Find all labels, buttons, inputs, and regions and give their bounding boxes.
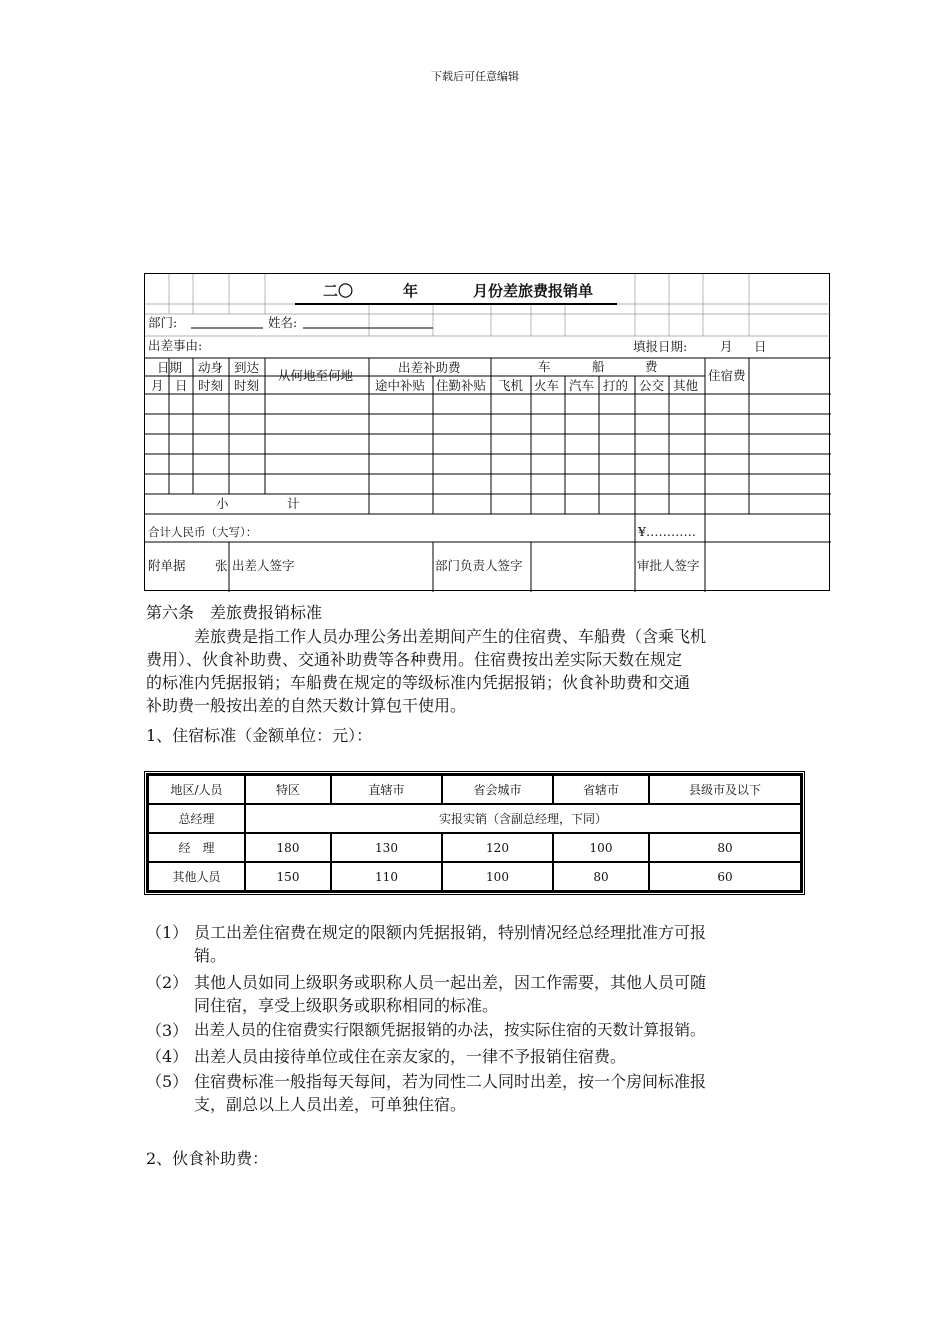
attach-unit: 张 bbox=[215, 558, 228, 573]
table-header-row bbox=[148, 775, 801, 804]
header-cell: 省会城市 bbox=[442, 775, 553, 804]
rule-5-num: （5） bbox=[146, 1072, 189, 1091]
value-cell: 180 bbox=[245, 833, 331, 862]
intro-line-3: 的标准内凭据报销；车船费在规定的等级标准内凭据报销；伙食补助费和交通 bbox=[146, 673, 691, 692]
col-other: 其他 bbox=[673, 378, 699, 393]
lodging-standard-heading: 1、住宿标准（金额单位：元）： bbox=[146, 726, 373, 745]
col-plane: 飞机 bbox=[498, 378, 524, 393]
attach-label: 附单据 bbox=[148, 558, 186, 573]
section-intro bbox=[146, 625, 826, 717]
col-transport-2: 船 bbox=[592, 359, 605, 374]
dept-label: 部门: bbox=[148, 315, 178, 330]
rule-1-line-1: 员工出差住宿费在规定的限额内凭据报销，特别情况经总经理批准方可报 bbox=[194, 923, 707, 942]
col-lodging: 住宿费 bbox=[708, 368, 746, 383]
total-label: 合计人民币（大写）： bbox=[148, 525, 258, 539]
header-cell: 直辖市 bbox=[331, 775, 442, 804]
intro-line-2: 费用）、伙食补助费、交通补助费等各种费用。住宿费按出差实际天数在规定 bbox=[146, 650, 683, 669]
gm-note-cell: 实报实销（含副总经理，下同） bbox=[245, 804, 801, 833]
table-row bbox=[148, 862, 801, 891]
total-yen: ¥………… bbox=[638, 524, 696, 539]
meal-allowance-heading: 2、伙食补助费： bbox=[146, 1149, 269, 1168]
value-cell: 100 bbox=[442, 862, 553, 891]
traveler-sign: 出差人签字 bbox=[232, 558, 295, 573]
col-train: 火车 bbox=[534, 378, 560, 393]
reimbursement-form bbox=[144, 273, 830, 591]
col-month: 月 bbox=[151, 378, 164, 393]
subtotal-2: 计 bbox=[287, 496, 300, 511]
value-cell: 80 bbox=[649, 833, 801, 862]
col-arrive-2: 时刻 bbox=[234, 378, 260, 393]
rule-5-line-1: 住宿费标准一般指每天每间，若为同性二人同时出差，按一个房间标准报 bbox=[194, 1072, 707, 1091]
role-cell: 经 理 bbox=[148, 833, 245, 862]
header-cell: 地区/人员 bbox=[148, 775, 245, 804]
rule-2-num: （2） bbox=[146, 973, 189, 992]
col-transport-1: 车 bbox=[538, 359, 551, 374]
approver-sign: 审批人签字 bbox=[637, 558, 700, 573]
rule-5-line-2: 支，副总以上人员出差，可单独住宿。 bbox=[194, 1095, 467, 1114]
header-cell: 县级市及以下 bbox=[649, 775, 801, 804]
col-route: 从何地至何地 bbox=[278, 368, 354, 383]
rule-3-line-1: 出差人员的住宿费实行限额凭据报销的办法，按实际住宿的天数计算报销。 bbox=[194, 1021, 706, 1039]
role-cell: 总经理 bbox=[148, 804, 245, 833]
header-note: 下载后可任意编辑 bbox=[431, 70, 519, 83]
col-allowance: 出差补助费 bbox=[398, 360, 461, 375]
form-grid-lines bbox=[145, 274, 831, 592]
header-cell: 省辖市 bbox=[553, 775, 649, 804]
form-title: 月份差旅费报销单 bbox=[473, 282, 594, 300]
value-cell: 60 bbox=[649, 862, 801, 891]
intro-line-4: 补助费一般按出差的自然天数计算包干使用。 bbox=[146, 696, 467, 715]
intro-line-1: 差旅费是指工作人员办理公务出差期间产生的住宿费、车船费（含乘飞机 bbox=[194, 627, 707, 646]
col-bus: 汽车 bbox=[569, 378, 595, 393]
value-cell: 120 bbox=[442, 833, 553, 862]
value-cell: 150 bbox=[245, 862, 331, 891]
value-cell: 110 bbox=[331, 862, 442, 891]
reason-label: 出差事由: bbox=[148, 338, 203, 353]
form-title-year: 年 bbox=[403, 282, 419, 300]
fill-day: 日 bbox=[754, 339, 767, 354]
section-heading: 第六条 差旅费报销标准 bbox=[146, 603, 323, 622]
fill-month: 月 bbox=[720, 339, 733, 354]
col-transit: 公交 bbox=[639, 378, 665, 393]
fill-date-label: 填报日期: bbox=[633, 339, 688, 354]
rule-4-line-1: 出差人员由接待单位或住在亲友家的，一律不予报销住宿费。 bbox=[194, 1047, 627, 1066]
rule-1-num: （1） bbox=[146, 923, 189, 942]
name-label: 姓名: bbox=[268, 315, 298, 330]
col-taxi: 打的 bbox=[603, 378, 629, 393]
form-title-year-prefix: 二〇 bbox=[323, 282, 354, 300]
col-depart-1: 动身 bbox=[198, 360, 224, 375]
rule-3-num: （3） bbox=[146, 1021, 189, 1040]
col-depart-2: 时刻 bbox=[198, 378, 224, 393]
col-day: 日 bbox=[175, 378, 188, 393]
rule-1-line-2: 销。 bbox=[194, 946, 227, 965]
role-cell: 其他人员 bbox=[148, 862, 245, 891]
col-transport-3: 费 bbox=[645, 359, 658, 374]
value-cell: 80 bbox=[553, 862, 649, 891]
header-cell: 特区 bbox=[245, 775, 331, 804]
col-arrive-1: 到达 bbox=[234, 360, 260, 375]
table-row bbox=[148, 804, 801, 833]
subtotal-1: 小 bbox=[216, 496, 229, 511]
rule-2-line-2: 同住宿，享受上级职务或职称相同的标准。 bbox=[194, 996, 499, 1015]
value-cell: 100 bbox=[553, 833, 649, 862]
rule-4-num: （4） bbox=[146, 1047, 189, 1066]
value-cell: 130 bbox=[331, 833, 442, 862]
lodging-standard-table bbox=[144, 771, 805, 895]
col-date: 日期 bbox=[157, 360, 183, 375]
dept-head-sign: 部门负责人签字 bbox=[435, 558, 523, 573]
rule-2-line-1: 其他人员如同上级职务或职称人员一起出差，因工作需要，其他人员可随 bbox=[194, 973, 707, 992]
table-row bbox=[148, 833, 801, 862]
col-allowance-road: 途中补贴 bbox=[375, 378, 426, 393]
col-allowance-stay: 住勤补贴 bbox=[436, 378, 487, 393]
